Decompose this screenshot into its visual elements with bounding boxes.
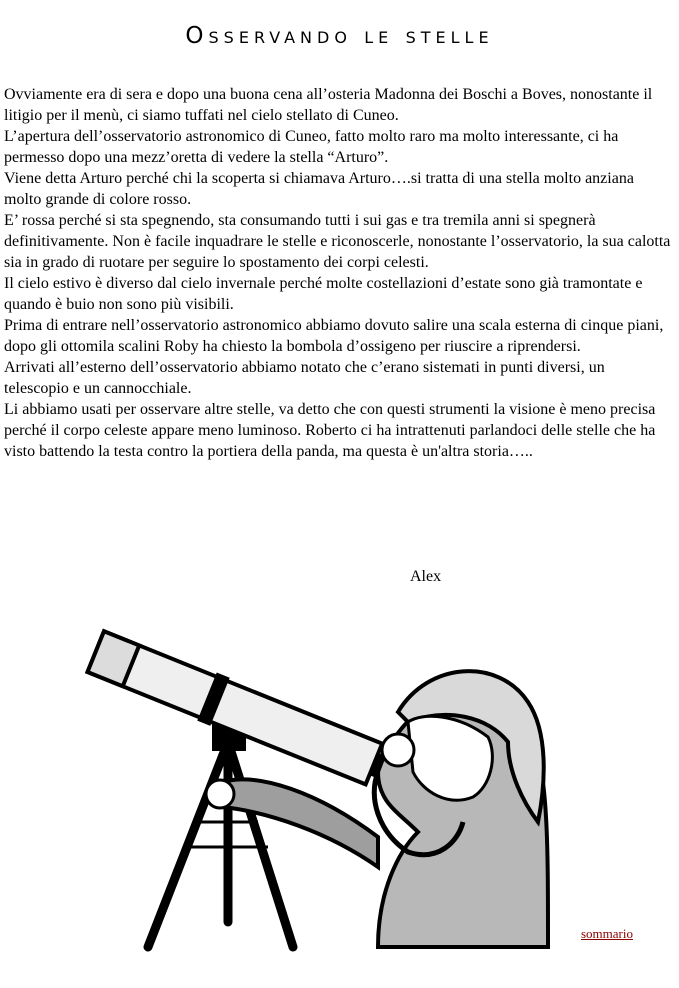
person-with-telescope-icon [78,622,578,962]
author-signature: Alex [410,568,442,585]
paragraph: Arrivati all’esterno dell’osservatorio abbiamo notato che c’erano sistemati in punti diversi, un telescopio e un cannocchiale. [4,359,605,397]
paragraph: E’ rossa perché si sta spegnendo, sta consumando tutti i sui gas e tra tremila anni si spegnerà definitivamente. Non è facile inquadrare le stelle e riconoscerle, nonostante l’osservatorio, la sua calotta sia in grado di ruotare per seguire lo spostamento dei corpi celesti. [4,212,671,271]
paragraph: Prima di entrare nell’osservatorio astronomico abbiamo dovuto salire una scala esterna di cinque piani, dopo gli ottomila scalini Roby ha chiesto la bombola d’ossigeno per riuscire a riprendersi. [4,317,664,355]
telescope-illustration [78,622,578,962]
page-title: Osservando le stelle [185,23,494,50]
article-body [4,84,672,462]
paragraph: Ovviamente era di sera e dopo una buona cena all’osteria Madonna dei Boschi a Boves, nonostante il litigio per il menù, ci siamo tuffati nel cielo stellato di Cuneo. [4,86,653,124]
paragraph: L’apertura dell’osservatorio astronomico di Cuneo, fatto molto raro ma molto interessante, ci ha permesso dopo una mezz’oretta di vedere la stella “Arturo”. [4,128,619,166]
paragraph: Li abbiamo usati per osservare altre stelle, va detto che con questi strumenti la visione è meno precisa perché il corpo celeste appare meno luminoso. Roberto ci ha intrattenuti parlandoci delle stelle che ha visto battendo la testa contro la portiera della panda, ma questa è un'altra storia….. [4,401,656,460]
sommario-link[interactable]: sommario [581,926,633,941]
paragraph: Viene detta Arturo perché chi la scoperta si chiamava Arturo….si tratta di una stella molto anziana molto grande di colore rosso. [4,170,634,208]
paragraph: Il cielo estivo è diverso dal cielo invernale perché molte costellazioni d’estate sono già tramontate e quando è buio non sono più visibili. [4,275,643,313]
